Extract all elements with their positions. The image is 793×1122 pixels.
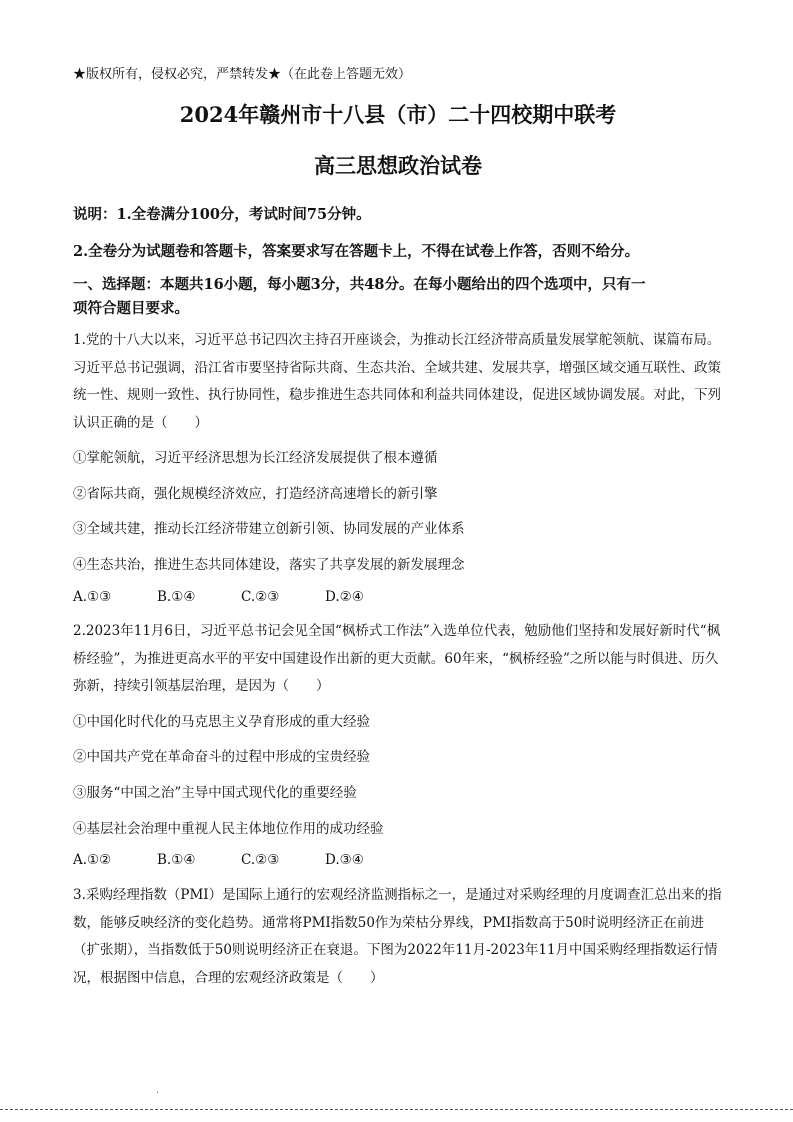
question-2-stem: 2.2023年11月6日，习近平总书记会见全国“枫桥式工作法”入选单位代表，勉励他们坚持和发展好新时代“枫桥经验”，为推进更高水平的平安中国建设作出新的更大贡献。60年来，“枫桥经验”之所以能与时俱进、历久弥新，持续引领基层治理，是因为（ ） (73, 623, 721, 694)
question-1-options (73, 589, 409, 605)
option-a[interactable]: A.①② (73, 852, 112, 868)
question-1-item-4: ④生态共治，推进生态共同体建设，落实了共享发展的新发展理念 (73, 557, 465, 573)
instruction-1: 说明：1.全卷满分100分，考试时间75分钟。 (73, 206, 371, 223)
option-b[interactable]: B.①④ (157, 589, 196, 605)
question-3-stem: 3.采购经理指数（PMI）是国际上通行的宏观经济监测指标之一，是通过对采购经理的月度调查汇总出来的指数，能够反映经济的变化趋势。通常将PMI指数50作为荣枯分界线，PMI指数高于50时说明经济正在前进（扩张期），当指数低于50则说明经济正在衰退。下图为2022年11月-2023年11月中国采购经理指数运行情况，根据图中信息，合理的宏观经济政策是（ ） (73, 887, 722, 986)
copyright-notice: ★版权所有，侵权必究，严禁转发★（在此卷上答题无效） (73, 67, 412, 82)
question-2-item-3: ③服务“中国之治”主导中国式现代化的重要经验 (73, 785, 357, 801)
question-1-item-1: ①掌舵领航，习近平经济思想为长江经济发展提供了根本遵循 (73, 450, 438, 466)
option-d[interactable]: D.③④ (325, 852, 364, 868)
option-a[interactable]: A.①③ (73, 589, 112, 605)
option-b[interactable]: B.①④ (157, 852, 196, 868)
footer-divider (0, 1109, 793, 1110)
option-c[interactable]: C.②③ (241, 589, 280, 605)
question-2-item-4: ④基层社会治理中重视人民主体地位作用的成功经验 (73, 821, 384, 837)
option-c[interactable]: C.②③ (241, 852, 280, 868)
question-2-item-2: ②中国共产党在革命奋斗的过程中形成的宝贵经验 (73, 749, 370, 765)
instruction-2: 2.全卷分为试题卷和答题卡，答案要求写在答题卡上，不得在试卷上作答，否则不给分。 (73, 243, 640, 260)
section-heading-line2: 项符合题目要求。 (73, 300, 189, 317)
section-heading-line1: 一、选择题：本题共16小题，每小题3分，共48分。在每小题给出的四个选项中，只有一 (73, 276, 646, 293)
question-2-options (73, 852, 409, 868)
question-1-item-2: ②省际共商，强化规模经济效应，打造经济高速增长的新引擎 (73, 486, 438, 502)
exam-title: 2024年赣州市十八县（市）二十四校期中联考 (179, 102, 617, 127)
footer-mark: . (156, 1086, 159, 1096)
question-2-item-1: ①中国化时代化的马克思主义孕育形成的重大经验 (73, 714, 370, 730)
option-d[interactable]: D.②④ (325, 589, 364, 605)
exam-subtitle: 高三思想政治试卷 (314, 153, 482, 178)
question-1-item-3: ③全域共建，推动长江经济带建立创新引领、协同发展的产业体系 (73, 521, 465, 537)
question-1-stem: 1.党的十八大以来，习近平总书记四次主持召开座谈会，为推动长江经济带高质量发展掌舵领航、谋篇布局。习近平总书记强调，沿江省市要坚持省际共商、生态共治、全域共建、发展共享，增强区域交通互联性、政策统一性、规则一致性、执行协同性，稳步推进生态共同体和利益共同体建设，促进区域协调发展。对此，下列认识正确的是（ ） (73, 332, 721, 431)
